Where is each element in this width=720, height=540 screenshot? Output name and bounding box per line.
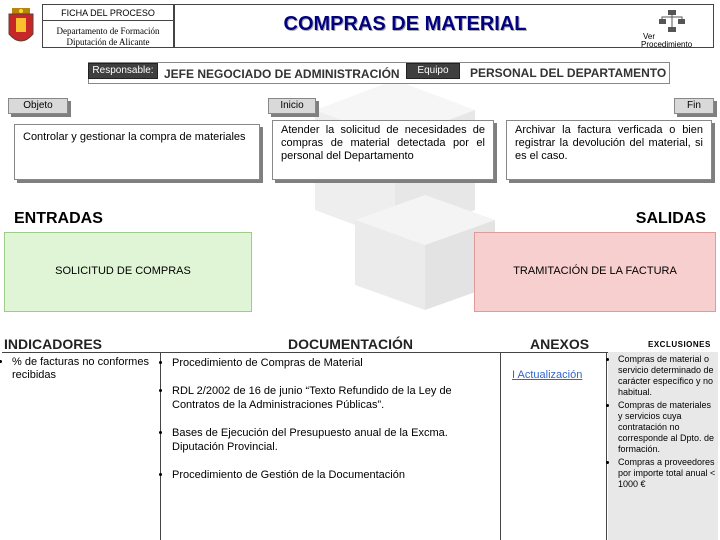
salidas-item: TRAMITACIÓN DE LA FACTURA <box>513 265 677 277</box>
ficha-divider <box>43 20 173 21</box>
department-line2: Diputación de Alicante <box>66 37 150 47</box>
exclusiones-title: EXCLUSIONES <box>648 340 711 349</box>
inicio-box: Atender la solicitud de necesidades de compras de material detectada por el personal del Departamento <box>272 120 494 180</box>
indicadores-list <box>2 356 158 390</box>
salidas-box <box>474 232 716 312</box>
divider-2 <box>500 352 501 540</box>
procedimiento-link[interactable]: Procedimiento <box>641 40 693 49</box>
inicio-label: Inicio <box>268 98 316 114</box>
actualizacion-link[interactable]: I Actualización <box>512 369 583 381</box>
objeto-label: Objeto <box>8 98 68 114</box>
documento-item: • Bases de Ejecución del Presupuesto anual de la Excma. Diputación Provincial. <box>172 426 496 454</box>
documento-item: • Procedimiento de Compras de Material <box>172 356 496 370</box>
responsable-value: JEFE NEGOCIADO DE ADMINISTRACIÓN <box>164 67 400 81</box>
documentacion-list <box>162 356 496 490</box>
bottom-rule <box>2 352 608 353</box>
ficha-label: FICHA DEL PROCESO <box>61 8 155 18</box>
entradas-title: ENTRADAS <box>14 210 103 227</box>
ver-label[interactable]: Ver <box>643 32 656 41</box>
exclusion-item: • Compras de materiales y servicios cuya contratación no corresponde al Dpto. de formación. <box>618 400 718 455</box>
divider-3 <box>606 352 607 540</box>
department-line1: Departamento de Formación <box>56 26 160 36</box>
flowchart-icon[interactable] <box>657 9 687 33</box>
exclusion-item: • Compras de material o servicio determinado de carácter específico y no habitual. <box>618 354 718 398</box>
documento-item: • Procedimiento de Gestión de la Documentación <box>172 468 496 482</box>
equipo-value: PERSONAL DEL DEPARTAMENTO <box>470 66 667 80</box>
salidas-title: SALIDAS <box>635 210 706 227</box>
objeto-box: Controlar y gestionar la compra de materiales <box>14 124 260 180</box>
fin-label: Fin <box>674 98 714 114</box>
exclusion-item: • Compras a proveedores por importe total anual < 1000 € <box>618 457 718 490</box>
page-title: COMPRAS DE MATERIAL <box>283 13 527 35</box>
exclusiones-box <box>608 352 718 540</box>
header <box>2 2 718 52</box>
indicador-item: • % de facturas no conformes recibidas <box>12 356 158 382</box>
fin-box: Archivar la factura verficada o bien registrar la devolución del material, si es el caso. <box>506 120 712 180</box>
entradas-box <box>4 232 252 312</box>
ficha-box <box>42 4 174 48</box>
divider-1 <box>160 352 161 540</box>
indicadores-title: INDICADORES <box>4 336 103 352</box>
title-box <box>174 4 714 48</box>
responsable-label: Responsable: <box>88 63 158 79</box>
anexos-title: ANEXOS <box>530 336 590 352</box>
documentacion-title: DOCUMENTACIÓN <box>288 336 413 352</box>
equipo-label: Equipo <box>406 63 460 79</box>
documento-item: • RDL 2/2002 de 16 de junio “Texto Refundido de la Ley de Contratos de la Administraciones Públicas”. <box>172 384 496 412</box>
entradas-item: SOLICITUD DE COMPRAS <box>55 265 191 277</box>
coat-of-arms-icon <box>6 4 36 48</box>
